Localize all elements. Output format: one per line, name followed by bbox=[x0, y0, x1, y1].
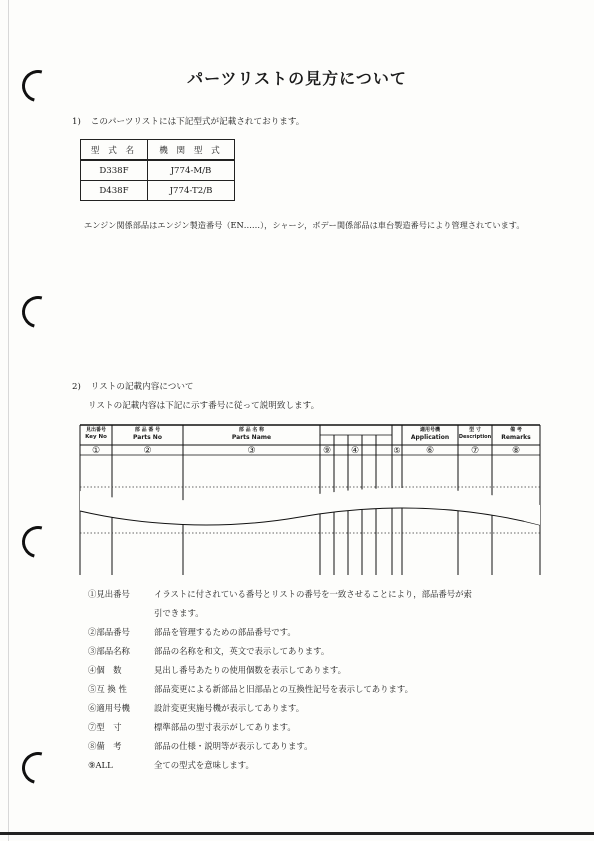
list-item bbox=[88, 664, 472, 683]
binder-hole-3 bbox=[16, 520, 60, 564]
list-item bbox=[88, 759, 472, 778]
col-description-jp: 型 寸 bbox=[469, 427, 481, 433]
legend-key: ⑨ALL bbox=[88, 760, 113, 770]
section2-heading: リストの記載内容について bbox=[90, 382, 194, 392]
col-remarks-jp: 備 考 bbox=[510, 427, 522, 433]
marker-2: ② bbox=[143, 446, 152, 456]
section1-number: 1) bbox=[72, 117, 81, 127]
cell-model: D438F bbox=[81, 181, 148, 201]
legend-key: ④個 数 bbox=[88, 665, 122, 675]
col-description bbox=[458, 427, 492, 441]
binder-hole-2 bbox=[16, 290, 60, 334]
legend-text: イラストに付されている番号とリストの番号を一致させることにより，部品番号が索 bbox=[154, 589, 472, 599]
legend-key: ⑧備 考 bbox=[88, 741, 122, 751]
marker-8: ⑧ bbox=[511, 446, 521, 456]
col-remarks bbox=[492, 427, 540, 441]
marker-3: ③ bbox=[247, 446, 256, 456]
parts-list-layout-diagram bbox=[80, 425, 540, 575]
list-item bbox=[88, 721, 472, 740]
legend-text: 引できます。 bbox=[154, 608, 204, 618]
section1-text: このパーツリストには下記型式が記載されております。 bbox=[90, 117, 305, 127]
marker-1: ① bbox=[91, 446, 101, 456]
section2-heading-line bbox=[72, 380, 194, 392]
table-row bbox=[81, 160, 235, 181]
legend-key: ⑥適用号機 bbox=[88, 703, 130, 713]
marker-7: ⑦ bbox=[470, 446, 480, 456]
legend-key: ⑤互 換 性 bbox=[88, 684, 127, 694]
page-edge-line bbox=[8, 0, 9, 841]
legend-text: 部品の仕様・説明等が表示してあります。 bbox=[154, 741, 313, 751]
col-parts-no bbox=[112, 427, 183, 441]
list-item bbox=[88, 702, 472, 721]
header-engine-model: 機 関 型 式 bbox=[148, 140, 235, 161]
legend-text: 部品を管理するための部品番号です。 bbox=[154, 627, 296, 637]
col-description-en: Description bbox=[458, 434, 492, 440]
header-model-name: 型 式 名 bbox=[81, 140, 148, 161]
col-application-en: Application bbox=[410, 434, 450, 441]
model-table bbox=[80, 139, 235, 201]
binder-hole-4 bbox=[16, 746, 60, 790]
marker-5: ⑤ bbox=[393, 446, 401, 455]
legend-text: 部品変更による新部品と旧部品との互換性記号を表示してあります。 bbox=[154, 684, 413, 694]
model-table-header bbox=[81, 140, 235, 161]
col-application bbox=[402, 427, 458, 441]
table-row bbox=[81, 181, 235, 201]
col-parts-name bbox=[183, 427, 320, 441]
legend-key: ③部品名称 bbox=[88, 646, 130, 656]
section2-subtext: リストの記載内容は下記に示す番号に従って説明致します。 bbox=[88, 401, 320, 411]
col-parts-no-en: Parts No bbox=[133, 434, 162, 441]
legend-key: ⑦型 寸 bbox=[88, 722, 122, 732]
col-application-jp: 適用号機 bbox=[419, 427, 440, 433]
legend-list bbox=[88, 588, 472, 778]
management-paragraph: エンジン関係部品はエンジン製造番号（EN……），シャーシ，ボデー関係部品は車台製造番号により管理されています。 bbox=[84, 220, 525, 230]
legend-text: 標準部品の型寸表示がしてあります。 bbox=[154, 722, 296, 732]
cell-engine: J774-M/B bbox=[148, 160, 235, 181]
bottom-edge-bar bbox=[0, 832, 594, 835]
list-item bbox=[88, 626, 472, 645]
legend-key: ②部品番号 bbox=[88, 627, 130, 637]
marker-6: ⑥ bbox=[425, 446, 435, 456]
section2-number: 2) bbox=[72, 382, 81, 392]
list-item bbox=[88, 645, 472, 664]
list-item bbox=[88, 683, 472, 702]
list-item bbox=[88, 740, 472, 759]
marker-9: ⑨ bbox=[322, 446, 332, 456]
legend-text: 見出し番号あたりの使用個数を表示してあります。 bbox=[154, 665, 346, 675]
list-item bbox=[88, 588, 472, 607]
col-key-no bbox=[80, 427, 112, 441]
col-remarks-en: Remarks bbox=[501, 434, 531, 441]
col-key-no-en: Key No bbox=[85, 434, 107, 440]
list-item bbox=[88, 607, 472, 626]
cell-model: D338F bbox=[81, 160, 148, 181]
col-key-no-jp: 見出番号 bbox=[85, 427, 106, 433]
cell-engine: J774-T2/B bbox=[148, 181, 235, 201]
legend-text: 設計変更実施号機が表示してあります。 bbox=[154, 703, 305, 713]
col-parts-no-jp: 部 品 番 号 bbox=[134, 427, 161, 433]
legend-key: ①見出番号 bbox=[88, 589, 130, 599]
legend-text: 全ての型式を意味します。 bbox=[154, 760, 254, 770]
marker-4: ④ bbox=[350, 446, 360, 456]
legend-text: 部品の名称を和文，英文で表示してあります。 bbox=[154, 646, 330, 656]
page-title: パーツリストの見方について bbox=[187, 69, 407, 88]
col-parts-name-en: Parts Name bbox=[231, 434, 272, 441]
col-parts-name-jp: 部 品 名 称 bbox=[238, 427, 265, 433]
section1-line bbox=[72, 115, 304, 127]
